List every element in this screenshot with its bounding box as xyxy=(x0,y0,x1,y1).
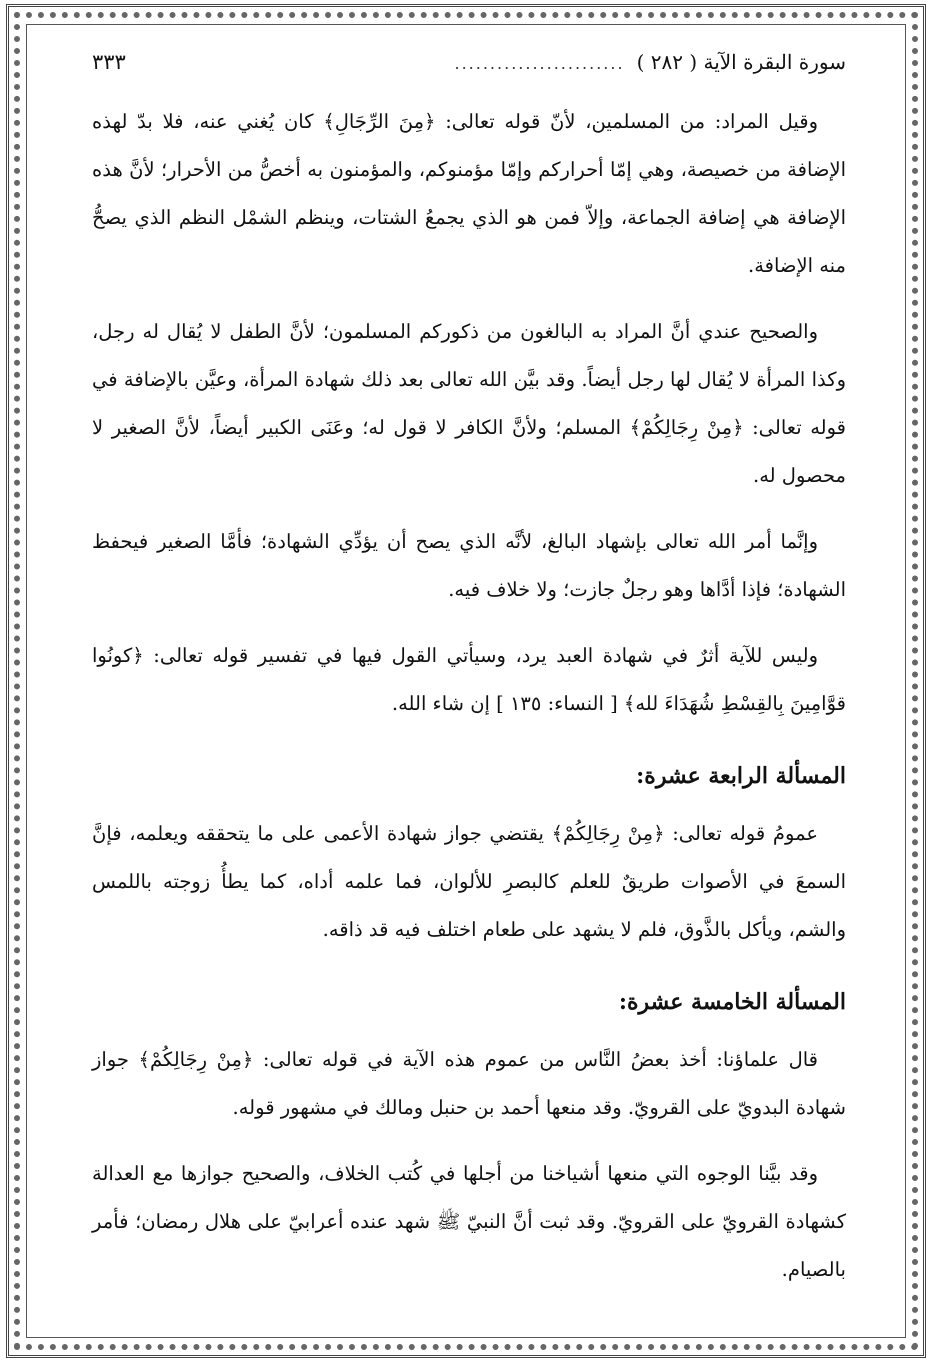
surah-title: سورة البقرة الآية ( ٢٨٢ ) xyxy=(636,50,846,74)
paragraph: وقيل المراد: من المسلمين، لأنّ قوله تعالى: ﴿مِنَ الرِّجَالِ﴾ كان يُغني عنه، فلا بدّ لهذه الإضافة من خصيصة، وهي إمّا أحرارکم وإمّا مؤمنوکم، والمؤمنون به أخصُّ من الأحرار؛ لأنَّ هذه الإضافة هي إضافة الجماعة، وإلاّ فمن هو الذي يجمعُ الشتات، وينظم الشمْل النظم الذي يصحُّ منه الإضافة. xyxy=(92,110,846,277)
page-content xyxy=(92,50,846,1312)
running-header xyxy=(92,50,846,98)
paragraph: وإنَّما أمر الله تعالى بإشهاد البالغ، لأنَّه الذي يصح أن يؤدِّي الشهادة؛ فأمَّا الصغير فيحفظ الشهادة؛ فإذا أدَّاها وهو رجلٌ جازت؛ ولا خلاف فيه. xyxy=(92,530,846,601)
paragraph: وليس للآية أثرٌ في شهادة العبد يرد، وسيأتي القول فيها في تفسير قوله تعالى: ﴿كونُوا قوَّامِينَ بِالقِسْطِ شُهَدَاءَ لله﴾ [ النساء: ١٣٥ ] إن شاء الله. xyxy=(92,644,846,715)
paragraph: وقد بيَّنا الوجوه التي منعها أشياخنا من أجلها في كُتب الخلاف، والصحيح جوازها مع العدالة كشهادة القرويّ على القرويّ. وقد ثبت أنَّ النبيّ ﷺ شهد عنده أعرابيّ على هلال رمضان؛ فأمر بالصيام. xyxy=(92,1162,846,1281)
paragraph: والصحيح عندي أنَّ المراد به البالغون من ذكورکم المسلمون؛ لأنَّ الطفل لا يُقال له رجل، وكذا المرأة لا يُقال لها رجل أيضاً. وقد بيَّن الله تعالى بعد ذلك شهادة المرأة، وعيَّن بالإضافة في قوله تعالى: ﴿مِنْ رِجَالِكُمْ﴾ المسلم؛ ولأنَّ الكافر لا قول له؛ وعَنَى الكبير أيضاً، لأنَّ الصغير لا محصول له. xyxy=(92,320,846,487)
page-number: ٣٣٣ xyxy=(92,50,126,74)
section-heading-14: المسألة الرابعة عشرة: xyxy=(636,763,846,789)
section-heading-15: المسألة الخامسة عشرة: xyxy=(618,989,846,1015)
paragraph: قال علماؤنا: أخذ بعضُ النَّاس من عموم هذه الآية في قوله تعالى: ﴿مِنْ رِجَالِكُمْ﴾ جواز شهادة البدويّ على القرويّ. وقد منعها أحمد بن حنبل ومالك في مشهور قوله. xyxy=(92,1048,846,1119)
leader-dots: ........................ xyxy=(454,54,625,73)
paragraph: عمومُ قوله تعالى: ﴿مِنْ رِجَالِكُمْ﴾ يقتضي جواز شهادة الأعمى على ما يتحققه ويعلمه، فإنَّ السمعَ في الأصوات طريقٌ للعلم كالبصرِ للألوان، فما علمه أداه، كما يطأُ زوجته باللمس والشم، ويأكل بالذَّوق، فلم لا يشهد على طعام اختلف فيه قد ذاقه. xyxy=(92,822,846,941)
